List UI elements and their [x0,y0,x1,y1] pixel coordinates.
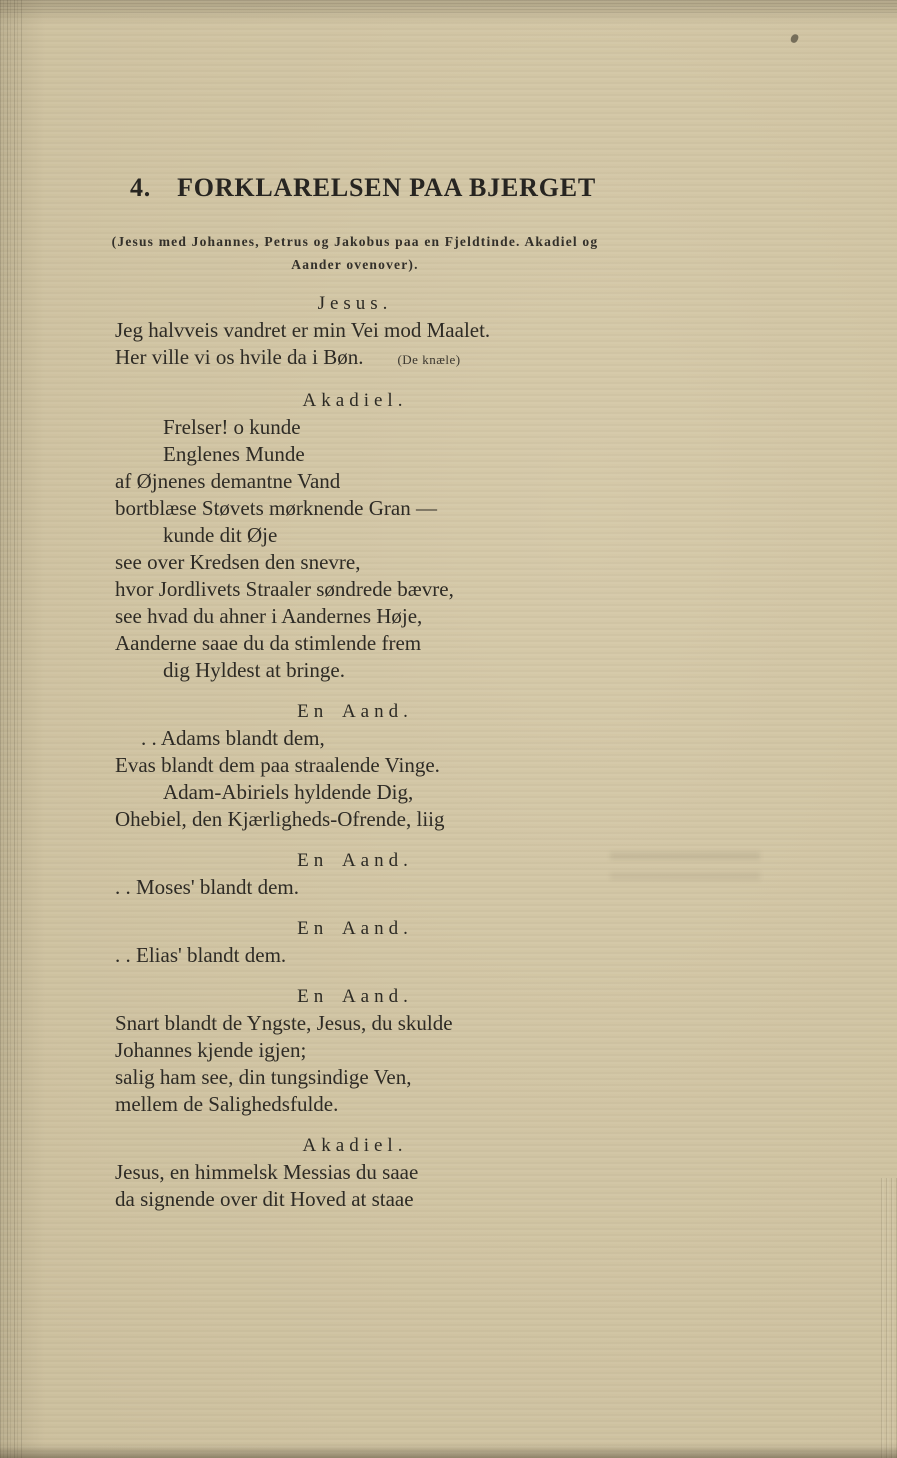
verse-line-text: kunde dit Øje [163,523,278,547]
verse-line-text: Aanderne saae du da stimlende frem [115,631,422,655]
verse-line [115,1159,710,1186]
speeches [0,290,710,1213]
chapter-heading [130,172,897,204]
verse-line [115,603,710,630]
verse-line-text: see over Kredsen den snevre, [115,550,361,574]
verse-line-text: Englenes Munde [163,442,305,466]
verse-line-text: Adam-Abiriels hyldende Dig, [163,780,414,804]
verse-line [163,414,710,441]
verse-line-text: see hvad du ahner i Aandernes Høje, [115,604,423,628]
speech-block [0,698,710,833]
inline-stage-note: (De knæle) [397,352,461,367]
verse-line [163,779,710,806]
verse-line [115,344,710,373]
verse-line [115,468,710,495]
verse-line [115,752,710,779]
speech-block [0,387,710,684]
verse-line [115,1186,710,1213]
verse-line-text: mellem de Salighedsfulde. [115,1092,339,1116]
stage-direction [0,230,710,276]
verse-line [115,576,710,603]
verse-line-text: af Øjnenes demantne Vand [115,469,341,493]
verse-line-text: Evas blandt dem paa straalende Vinge. [115,753,440,777]
verse-line-text: Jeg halvveis vandret er min Vei mod Maalet. [115,318,491,342]
verse-line [115,495,710,522]
speaker-name: En Aand. [297,850,413,871]
verse-line-text: Ohebiel, den Kjærligheds-Ofrende, liig [115,807,445,831]
verse-line-text: Her ville vi os hvile da i Bøn. [115,345,364,369]
verse-line [115,1064,710,1091]
speech-block [0,290,710,373]
verse-line [115,1010,710,1037]
verse-line-text: . . Elias' blandt dem. [115,943,287,967]
verse-line [163,522,710,549]
speaker-name: En Aand. [297,918,413,939]
verse-line-text: Frelser! o kunde [163,415,301,439]
verse-line [115,1091,710,1118]
verse-line [115,874,710,901]
verse-line [115,549,710,576]
verse-line [115,1037,710,1064]
speech-block [0,1132,710,1213]
verse-line-text: dig Hyldest at bringe. [163,658,345,682]
verse-line [163,657,710,684]
stage-direction-line: (Jesus med Johannes, Petrus og Jakobus paa en Fjeldtinde. Akadiel og [111,234,599,249]
verse-line-text: hvor Jordlivets Straaler søndrede bævre, [115,577,454,601]
chapter-number: 4. [130,173,152,202]
speaker-name: En Aand. [297,986,413,1007]
page-title: FORKLARELSEN PAA BJERGET [177,173,597,202]
verse-line-text: da signende over dit Hoved at staae [115,1187,414,1211]
verse-line-text: Johannes kjende igjen; [115,1038,307,1062]
verse-line [115,806,710,833]
verse-line-text: bortblæse Støvets mørknende Gran — [115,496,437,520]
verse-line-text: Jesus, en himmelsk Messias du saae [115,1160,419,1184]
speech-block [0,915,710,969]
speaker-name: En Aand. [297,701,413,722]
speaker-name: Jesus. [317,293,393,314]
verse-line [141,725,710,752]
verse-line-text: salig ham see, din tungsindige Ven, [115,1065,412,1089]
verse-line-text: . . Adams blandt dem, [141,726,325,750]
speaker-name: Akadiel. [302,1135,408,1156]
verse-line-text: . . Moses' blandt dem. [115,875,300,899]
verse-line [115,942,710,969]
verse-line [115,317,710,344]
stage-direction-line: Aander ovenover). [291,257,419,272]
speaker-name: Akadiel. [302,390,408,411]
speech-block [0,983,710,1118]
speech-block [0,847,710,901]
verse-line [115,630,710,657]
verse-line [163,441,710,468]
verse-line-text: Snart blandt de Yngste, Jesus, du skulde [115,1011,453,1035]
